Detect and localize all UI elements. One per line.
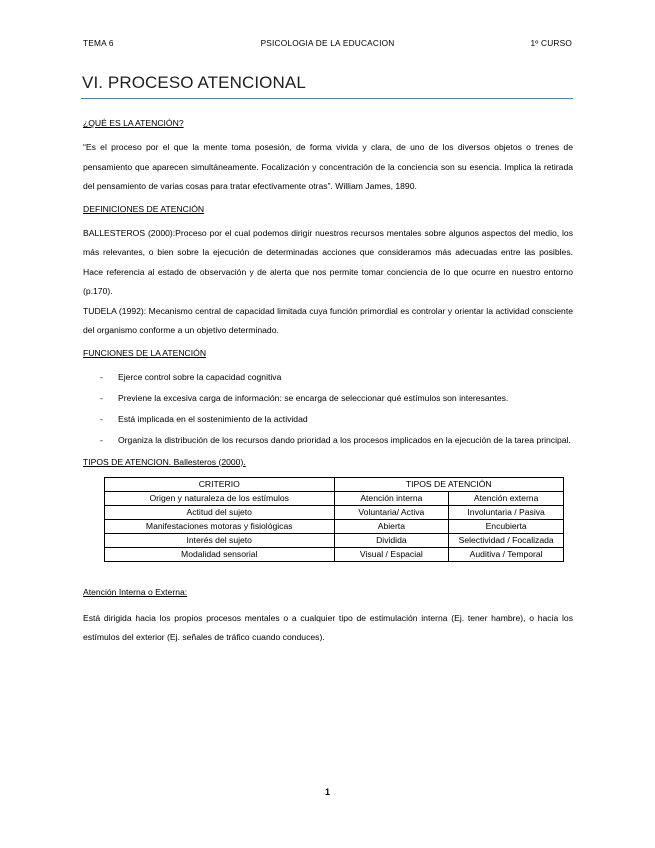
table-row <box>105 505 564 519</box>
list-item-text: Organiza la distribución de los recursos dando prioridad a los procesos implicados en la ejecución de la tarea principal. <box>118 434 571 445</box>
column-header-tipos: TIPOS DE ATENCIÓN <box>334 477 564 491</box>
section-heading-interna-externa: Atención Interna o Externa: <box>83 586 188 597</box>
table-cell: Modalidad sensorial <box>105 547 335 561</box>
table-row <box>105 491 564 505</box>
column-header-criterio: CRITERIO <box>105 477 335 491</box>
definition-tudela: TUDELA (1992): Mecanismo central de capacidad limitada cuya función primordial es controlar y orientar la actividad consciente del organismo conforme a un objetivo determinado. <box>83 305 573 335</box>
table-row <box>105 519 564 533</box>
table-cell: Abierta <box>334 519 449 533</box>
dash-bullet: - <box>100 413 103 424</box>
table-row <box>105 533 564 547</box>
list-item <box>83 368 573 388</box>
document-body <box>83 117 573 648</box>
list-item-text: Ejerce control sobre la capacidad cognitiva <box>118 371 282 382</box>
page-title: VI. PROCESO ATENCIONAL <box>82 73 306 92</box>
table-cell: Selectividad / Focalizada <box>449 533 564 547</box>
section-heading-que-es: ¿QUÉ ES LA ATENCIÓN? <box>83 118 184 128</box>
list-item-text: Está implicada en el sostenimiento de la actividad <box>118 413 308 424</box>
table-cell: Actitud del sujeto <box>105 505 335 519</box>
dash-bullet: - <box>100 392 103 403</box>
table-cell: Origen y naturaleza de los estímulos <box>105 491 335 505</box>
definition-ballesteros: BALLESTEROS (2000):Proceso por el cual podemos dirigir nuestros recursos mentales sobre algunos aspectos del medio, los más relevantes, o bien sobre la ejecución de determinadas acciones que consideramos más adecuadas entre las posibles. Hace referencia al estado de observación y de alerta que nos permite tomar conciencia de lo que ocurre en nuestro entorno (p.170). <box>83 227 573 296</box>
attention-types-table <box>104 477 564 562</box>
page-number: 1 <box>324 787 330 797</box>
list-item <box>83 389 573 409</box>
header-year: 1º CURSO <box>530 38 572 48</box>
functions-list <box>83 368 573 451</box>
table-cell: Atención externa <box>449 491 564 505</box>
dash-bullet: - <box>100 371 103 382</box>
table-cell: Manifestaciones motoras y fisiológicas <box>105 519 335 533</box>
section-heading-definiciones: DEFINICIONES DE ATENCIÓN <box>83 203 205 214</box>
table-cell: Encubierta <box>449 519 564 533</box>
paragraph-interna-externa: Está dirigida hacia los propios procesos mentales o a cualquier tipo de estimulación interna (Ej. tener hambre), o hacia los estímulos del exterior (Ej. señales de tráfico cuando conduces). <box>83 612 573 642</box>
table-cell: Involuntaria / Pasiva <box>449 505 564 519</box>
table-cell: Visual / Espacial <box>334 547 449 561</box>
dash-bullet: - <box>100 434 103 445</box>
table-row <box>105 547 564 561</box>
table-cell: Auditiva / Temporal <box>449 547 564 561</box>
quote-william-james: “Es el proceso por el que la mente toma posesión, de forma vivida y clara, de uno de los diversos objetos o trenes de pensamiento que aparecen simultáneamente. Focalización y concentración de la conciencia son su esencia. Implica la retirada del pensamiento de varias cosas para tratar efectivamente otras”. William James, 1890. <box>83 142 573 191</box>
header-subject: PSICOLOGIA DE LA EDUCACION <box>260 38 395 48</box>
list-item <box>83 410 573 430</box>
table-cell: Voluntaria/ Activa <box>334 505 449 519</box>
table-cell: Atención interna <box>334 491 449 505</box>
list-item-text: Previene la excesiva carga de información: se encarga de seleccionar qué estímulos son interesantes. <box>118 392 509 403</box>
title-underline <box>81 98 573 99</box>
header-course-topic: TEMA 6 <box>83 38 114 48</box>
list-item <box>83 431 573 451</box>
section-heading-tipos: TIPOS DE ATENCION. Ballesteros (2000). <box>83 456 246 467</box>
section-heading-funciones: FUNCIONES DE LA ATENCIÓN <box>83 347 207 358</box>
table-header-row <box>105 477 564 491</box>
table-cell: Interés del sujeto <box>105 533 335 547</box>
table-cell: Dividida <box>334 533 449 547</box>
